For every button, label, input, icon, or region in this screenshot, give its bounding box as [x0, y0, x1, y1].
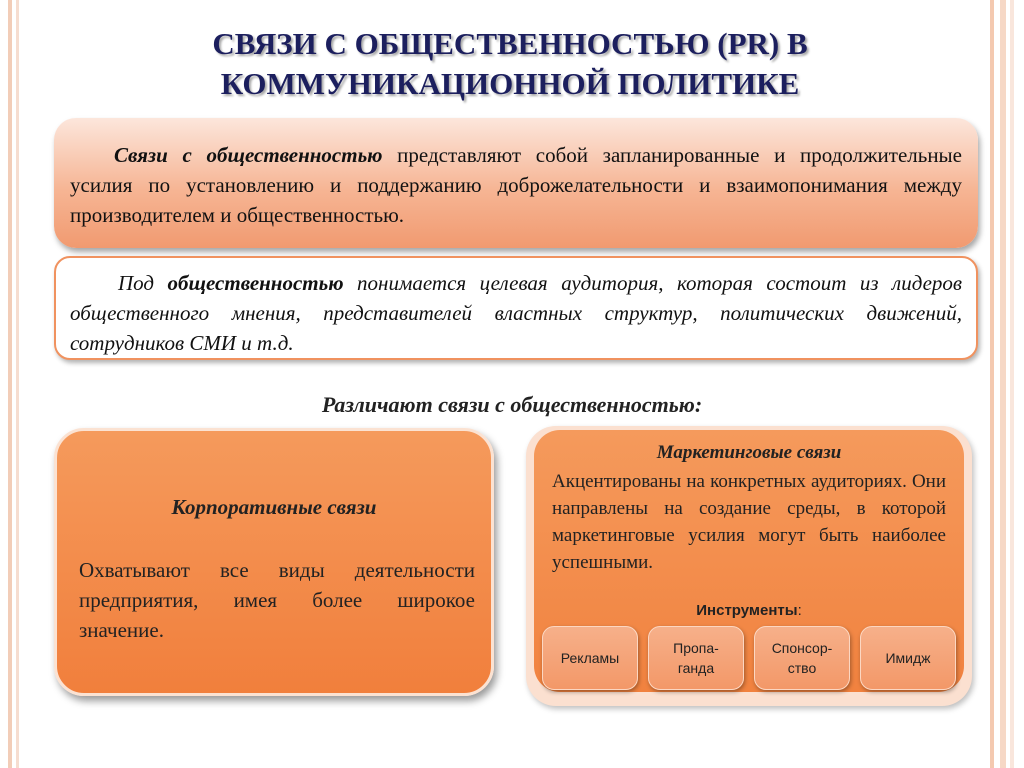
left-decor-stripe [8, 0, 12, 768]
corporate-text: Охватывают все виды деятельности предприятия, имея более широкое значение. [79, 558, 475, 642]
public-term: общественностью [167, 271, 344, 295]
right-decor-stripe-2 [1000, 0, 1006, 768]
types-subtitle: Различают связи с общественностью: [321, 392, 703, 417]
public-text: понимается целевая аудитория, которая состоит из лидеров общественного мнения, представителей властных структур, политических движений, сотрудников СМИ и т.д. [70, 271, 963, 355]
tool-propaganda [648, 626, 744, 690]
definition-box [54, 118, 978, 248]
tool-label: Пропа- [673, 640, 719, 656]
tool-sponsorship [754, 626, 850, 690]
definition-text: представляют собой запланированные и продолжительные усилия по установлению и поддержанию доброжелательности и взаимопонимания между производителем и общественностью. [70, 143, 962, 227]
left-decor-stripe-2 [16, 0, 19, 768]
tool-label: Рекламы [560, 650, 620, 666]
slide-title-line1: СВЯЗИ С ОБЩЕСТВЕННОСТЬЮ (PR) В [212, 26, 808, 61]
tools-label-text: Инструменты [696, 602, 798, 619]
marketing-card-inner [534, 430, 964, 692]
tool-label: Спонсор- [771, 640, 833, 656]
tool-label-2: ство [787, 660, 817, 676]
tool-image [860, 626, 956, 690]
public-definition-box [54, 256, 978, 360]
marketing-text: Акцентированы на конкретных аудиториях. Они направлены на создание среды, в которой маркетинговые усилия могут быть наиболее успешными. [552, 471, 946, 573]
slide-title [80, 24, 940, 104]
slide-title-line2: КОММУНИКАЦИОННОЙ ПОЛИТИКЕ [220, 66, 800, 101]
tool-label-2: ганда [677, 660, 715, 676]
tool-advertising [542, 626, 638, 690]
corporate-title: Корпоративные связи [171, 495, 377, 519]
tools-label-colon: : [797, 602, 802, 619]
tool-label: Имидж [885, 650, 931, 666]
marketing-relations-card [526, 426, 972, 706]
definition-term: Связи с общественностью [114, 143, 383, 167]
right-decor-stripe [990, 0, 994, 768]
public-prefix: Под [118, 271, 168, 295]
marketing-title: Маркетинговые связи [656, 442, 842, 463]
tools-label [534, 602, 964, 619]
corporate-relations-card [54, 428, 494, 696]
right-decor-stripe-3 [1010, 0, 1014, 768]
